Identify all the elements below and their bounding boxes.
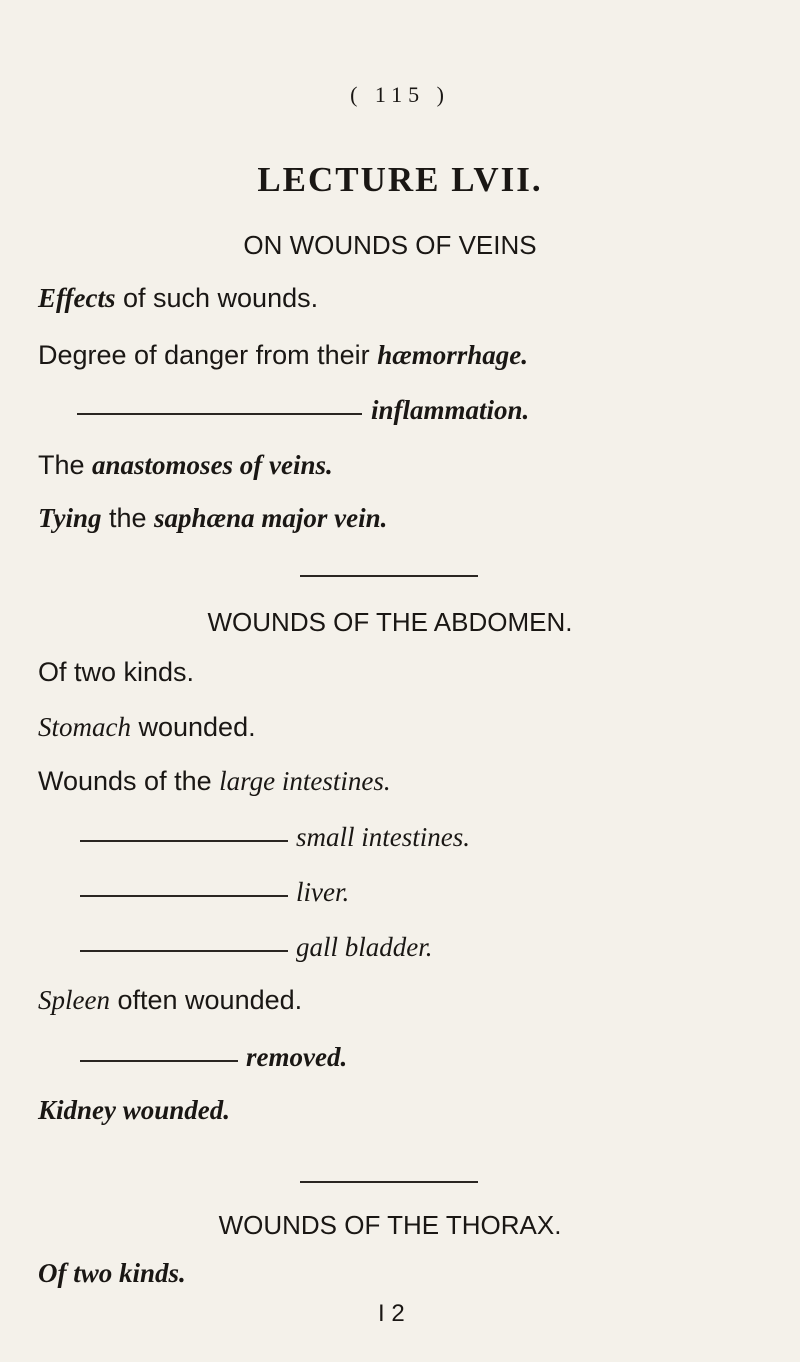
stomach-term: Stomach [38, 712, 131, 742]
thorax-heading: WOUNDS OF THE THORAX. [218, 1210, 562, 1240]
veins-line-inflammation [371, 395, 529, 426]
ditto-dash [80, 950, 288, 952]
veins-heading: ON WOUNDS OF VEINS [243, 230, 537, 260]
large-prefix: Wounds of the [38, 766, 220, 796]
ditto-dash [80, 840, 288, 842]
ditto-dash [77, 413, 362, 415]
abdomen-heading: WOUNDS OF THE ABDOMEN. [207, 607, 573, 637]
veins-line-anastomoses [38, 450, 333, 481]
signature-mark: I 2 [378, 1300, 405, 1327]
removed-term: removed. [246, 1042, 348, 1072]
lecture-title: LECTURE LVII. [257, 160, 543, 199]
liver-term: liver. [296, 877, 350, 907]
spleen-term: Spleen [38, 985, 110, 1015]
haemorrhage-term: hæmorrhage. [377, 340, 528, 370]
ditto-dash [80, 895, 288, 897]
inflammation-term: inflammation. [371, 395, 530, 425]
abdomen-line-kidney [38, 1095, 230, 1126]
abdomen-line-large-intestines [38, 766, 391, 797]
thorax-line-kinds [38, 1258, 186, 1289]
abdomen-line-liver [296, 877, 349, 908]
tying-mid: the [101, 503, 155, 533]
ditto-dash [80, 1060, 238, 1062]
abdomen-line-spleen [38, 985, 302, 1016]
large-intestines-term: large intestines. [219, 766, 391, 796]
anastomoses-prefix: The [38, 450, 93, 480]
thorax-kinds-term: Of two kinds. [38, 1258, 186, 1288]
tying-term: Tying [38, 503, 102, 533]
abdomen-line-kinds: Of two kinds. [38, 657, 195, 687]
small-intestines-term: small intestines. [296, 822, 470, 852]
kidney-term: Kidney wounded. [38, 1095, 231, 1125]
danger-prefix: Degree of danger from their [38, 340, 378, 370]
effects-term: Effects [38, 283, 116, 313]
page-number: ( 115 ) [350, 82, 450, 107]
abdomen-line-small-intestines [296, 822, 470, 853]
anastomoses-term: anastomoses of veins. [92, 450, 333, 480]
abdomen-line-stomach [38, 712, 256, 743]
abdomen-line-gall-bladder [296, 932, 433, 963]
section-rule [300, 1181, 478, 1183]
saphaena-term: saphæna major vein. [154, 503, 388, 533]
veins-line-tying [38, 503, 387, 534]
gall-bladder-term: gall bladder. [296, 932, 433, 962]
effects-rest: of such wounds. [115, 283, 319, 313]
veins-line-danger [38, 340, 528, 371]
spleen-rest: often wounded. [109, 985, 303, 1015]
veins-line-effects [38, 283, 318, 314]
section-rule [300, 575, 478, 577]
abdomen-line-removed [246, 1042, 347, 1073]
stomach-rest: wounded. [130, 712, 256, 742]
